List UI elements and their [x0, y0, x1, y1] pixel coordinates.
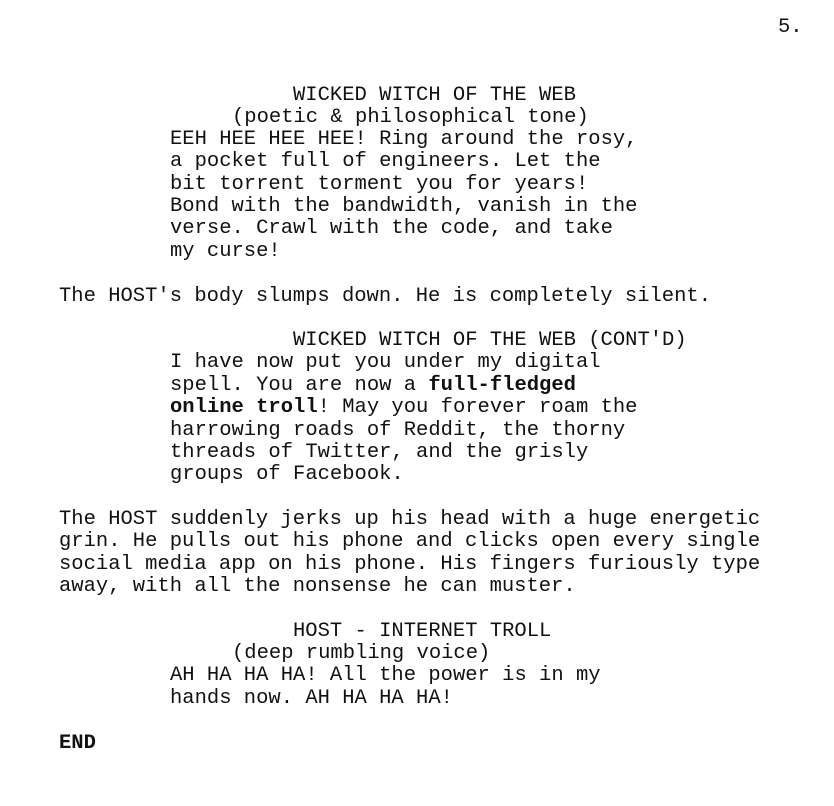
parenthetical: (poetic & philosophical tone) [232, 106, 589, 129]
end-marker: END [59, 732, 96, 755]
dialogue-line: harrowing roads of Reddit, the thorny [170, 419, 626, 442]
dialogue-text: ! May you forever roam the [317, 396, 638, 419]
dialogue-line: AH HA HA HA! All the power is in my [170, 664, 601, 687]
character-cue: HOST - INTERNET TROLL [293, 620, 552, 643]
action-line: social media app on his phone. His fingers furiously type [59, 553, 761, 576]
dialogue-line [170, 375, 576, 397]
dialogue-line [170, 397, 637, 419]
character-cue: WICKED WITCH OF THE WEB (CONT'D) [293, 329, 687, 352]
action-line: grin. He pulls out his phone and clicks open every single [59, 530, 761, 553]
parenthetical: (deep rumbling voice) [232, 642, 491, 665]
dialogue-line: EEH HEE HEE HEE! Ring around the rosy, [170, 128, 638, 151]
bold-emphasis: full-fledged [428, 374, 576, 397]
action-line: away, with all the nonsense he can muster. [59, 575, 576, 598]
dialogue-line: verse. Crawl with the code, and take [170, 217, 613, 240]
bold-emphasis: online troll [170, 396, 318, 419]
action-line: The HOST suddenly jerks up his head with a huge energetic [59, 508, 761, 531]
dialogue-line: my curse! [170, 240, 281, 263]
dialogue-line: groups of Facebook. [170, 463, 404, 486]
character-cue: WICKED WITCH OF THE WEB [293, 84, 576, 107]
dialogue-line: threads of Twitter, and the grisly [170, 441, 589, 464]
dialogue-line: hands now. AH HA HA HA! [170, 687, 453, 710]
page-number: 5. [778, 16, 803, 39]
dialogue-line: a pocket full of engineers. Let the [170, 150, 601, 173]
dialogue-line: bit torrent torment you for years! [170, 173, 589, 196]
dialogue-line: Bond with the bandwidth, vanish in the [170, 195, 638, 218]
action-line: The HOST's body slumps down. He is completely silent. [59, 285, 712, 308]
dialogue-line: I have now put you under my digital [170, 351, 601, 374]
dialogue-text: spell. You are now a [170, 374, 429, 397]
